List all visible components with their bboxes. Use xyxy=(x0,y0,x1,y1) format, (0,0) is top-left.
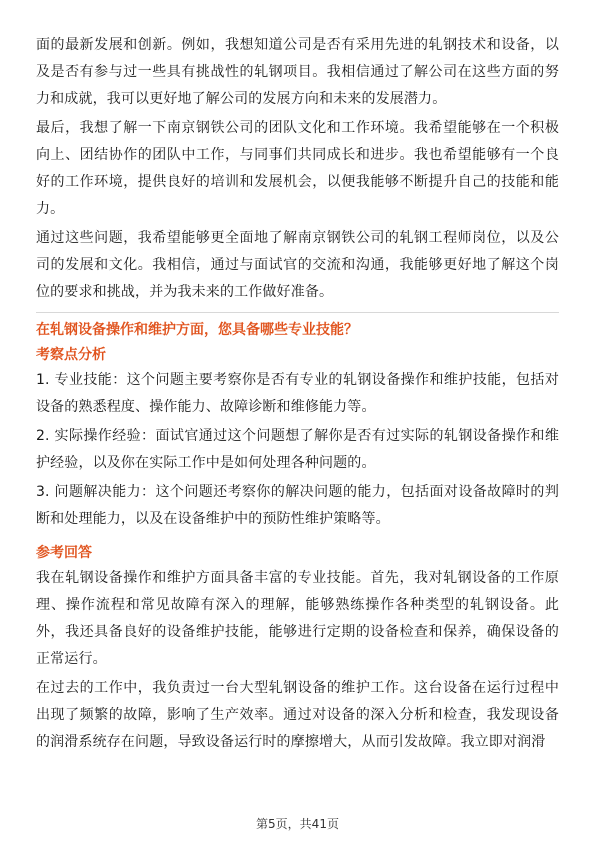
question-heading: 在轧钢设备操作和维护方面，您具备哪些专业技能？ xyxy=(36,322,358,338)
intro-paragraph: 最后，我想了解一下南京钢铁公司的团队文化和工作环境。我希望能够在一个积极向上、团结协作的团队中工作，与同事们共同成长和进步。我也希望能够有一个良好的工作环境，提供良好的培训和发展机会，以便我能够不断提升自己的技能和能力。 xyxy=(36,120,559,217)
analysis-title: 考察点分析 xyxy=(36,347,106,363)
analysis-item: 1. 专业技能：这个问题主要考察你是否有专业的轧钢设备操作和维护技能，包括对设备的熟悉程度、操作能力、故障诊断和维修能力等。 xyxy=(36,372,559,415)
intro-paragraph: 通过这些问题，我希望能够更全面地了解南京钢铁公司的轧钢工程师岗位，以及公司的发展和文化。我相信，通过与面试官的交流和沟通，我能够更好地了解这个岗位的要求和挑战，并为我未来的工作做好准备。 xyxy=(36,230,559,300)
answer-paragraph: 我在轧钢设备操作和维护方面具备丰富的专业技能。首先，我对轧钢设备的工作原理、操作流程和常见故障有深入的理解，能够熟练操作各种类型的轧钢设备。此外，我还具备良好的设备维护技能，能够进行定期的设备检查和保养，确保设备的正常运行。 xyxy=(36,570,559,667)
analysis-item: 2. 实际操作经验：面试官通过这个问题想了解你是否有过实际的轧钢设备操作和维护经验，以及你在实际工作中是如何处理各种问题的。 xyxy=(36,428,559,471)
document-page xyxy=(36,32,559,758)
answer-paragraph: 在过去的工作中，我负责过一台大型轧钢设备的维护工作。这台设备在运行过程中出现了频繁的故障，影响了生产效率。通过对设备的深入分析和检查，我发现设备的润滑系统存在问题，导致设备运行时的摩擦增大，从而引发故障。我立即对润滑 xyxy=(36,680,559,750)
intro-paragraph: 面的最新发展和创新。例如，我想知道公司是否有采用先进的轧钢技术和设备，以及是否有参与过一些具有挑战性的轧钢项目。我相信通过了解公司在这些方面的努力和成就，我可以更好地了解公司的发展方向和未来的发展潜力。 xyxy=(36,37,559,107)
section-divider xyxy=(36,312,559,313)
analysis-item: 3. 问题解决能力：这个问题还考察你的解决问题的能力，包括面对设备故障时的判断和处理能力，以及在设备维护中的预防性维护策略等。 xyxy=(36,484,559,527)
page-number: 第5页，共41页 xyxy=(256,817,339,831)
answer-title: 参考回答 xyxy=(36,545,92,561)
